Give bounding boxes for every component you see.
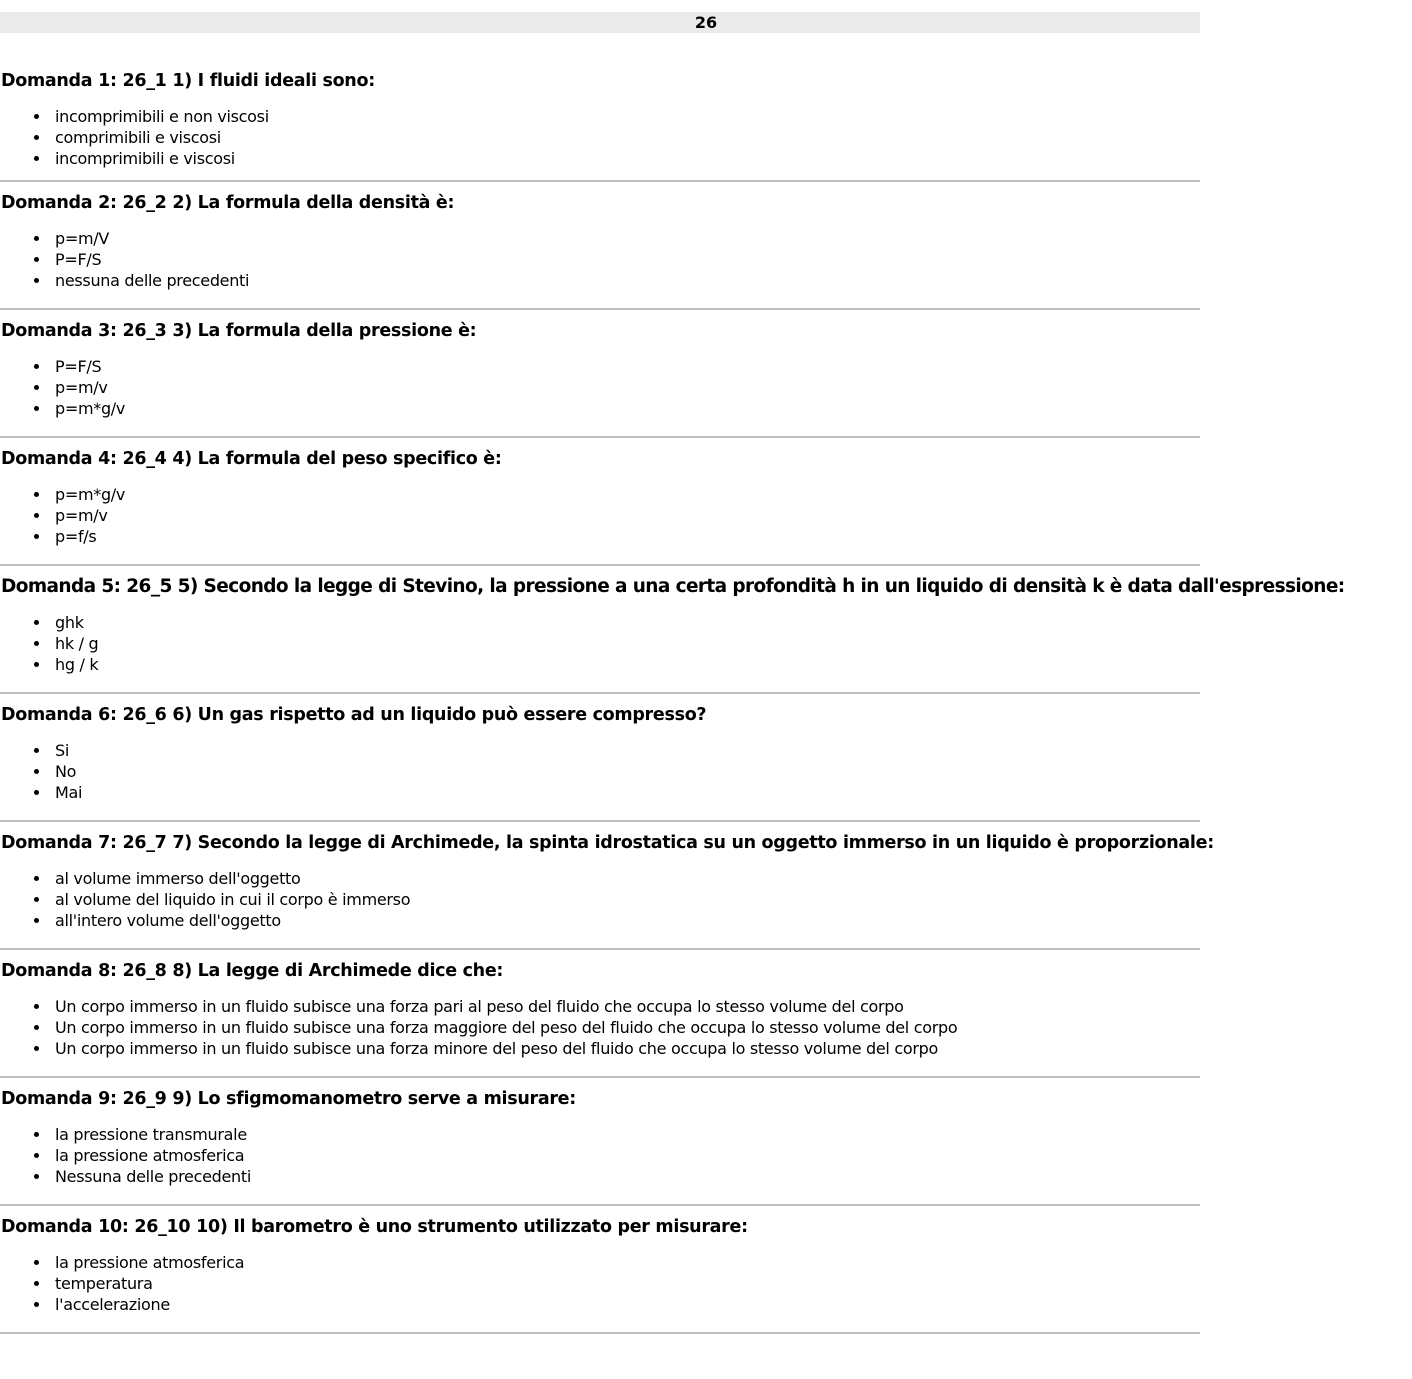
divider bbox=[0, 180, 1200, 182]
question-2 bbox=[0, 190, 1200, 318]
divider bbox=[0, 564, 1200, 566]
answer-option: la pressione atmosferica bbox=[0, 1145, 1200, 1166]
answer-option: al volume del liquido in cui il corpo è immerso bbox=[0, 889, 1200, 910]
question-title: Domanda 9: 26_9 9) Lo sfigmomanometro serve a misurare: bbox=[1, 1089, 576, 1109]
question-list bbox=[0, 68, 1345, 1342]
answer-option: incomprimibili e viscosi bbox=[0, 148, 1200, 169]
question-10 bbox=[0, 1214, 1200, 1342]
divider bbox=[0, 692, 1200, 694]
answer-list bbox=[0, 996, 1200, 1059]
question-title: Domanda 5: 26_5 5) Secondo la legge di Stevino, la pressione a una certa profondità h in un liquido di densità k è data dall'espressione: bbox=[1, 576, 1345, 597]
answer-option: nessuna delle precedenti bbox=[0, 270, 1200, 291]
answer-option: Un corpo immerso in un fluido subisce una forza pari al peso del fluido che occupa lo stesso volume del corpo bbox=[0, 996, 1200, 1017]
question-title: Domanda 2: 26_2 2) La formula della densità è: bbox=[1, 193, 455, 213]
divider bbox=[0, 1332, 1200, 1334]
answer-list bbox=[0, 228, 1200, 291]
answer-list bbox=[0, 484, 1200, 547]
question-5 bbox=[0, 574, 1345, 702]
answer-option: hg / k bbox=[0, 654, 1200, 675]
divider bbox=[0, 1204, 1200, 1206]
question-9 bbox=[0, 1086, 1200, 1214]
answer-option: P=F/S bbox=[0, 356, 1200, 377]
answer-option: Mai bbox=[0, 782, 1200, 803]
divider bbox=[0, 820, 1200, 822]
divider bbox=[0, 1076, 1200, 1078]
answer-option: l'accelerazione bbox=[0, 1294, 1200, 1315]
answer-option: p=f/s bbox=[0, 526, 1200, 547]
page-header bbox=[0, 12, 1200, 33]
question-title: Domanda 7: 26_7 7) Secondo la legge di Archimede, la spinta idrostatica su un oggetto immerso in un liquido è proporzionale: bbox=[1, 833, 1214, 853]
answer-option: Un corpo immerso in un fluido subisce una forza maggiore del peso del fluido che occupa lo stesso volume del corpo bbox=[0, 1017, 1200, 1038]
divider bbox=[0, 308, 1200, 310]
question-7 bbox=[0, 830, 1214, 958]
question-6 bbox=[0, 702, 1200, 830]
question-title: Domanda 6: 26_6 6) Un gas rispetto ad un liquido può essere compresso? bbox=[1, 705, 707, 725]
answer-list bbox=[0, 868, 1200, 931]
answer-option: all'intero volume dell'oggetto bbox=[0, 910, 1200, 931]
answer-list bbox=[0, 612, 1200, 675]
answer-option: Un corpo immerso in un fluido subisce una forza minore del peso del fluido che occupa lo stesso volume del corpo bbox=[0, 1038, 1200, 1059]
answer-option: la pressione atmosferica bbox=[0, 1252, 1200, 1273]
answer-option: ghk bbox=[0, 612, 1200, 633]
question-title: Domanda 3: 26_3 3) La formula della pressione è: bbox=[1, 321, 477, 341]
answer-option: p=m*g/v bbox=[0, 398, 1200, 419]
question-1 bbox=[0, 68, 1200, 190]
answer-option: P=F/S bbox=[0, 249, 1200, 270]
question-title: Domanda 10: 26_10 10) Il barometro è uno strumento utilizzato per misurare: bbox=[1, 1217, 748, 1237]
answer-list bbox=[0, 106, 1200, 169]
answer-option: p=m/v bbox=[0, 377, 1200, 398]
answer-option: hk / g bbox=[0, 633, 1200, 654]
answer-option: p=m*g/v bbox=[0, 484, 1200, 505]
answer-list bbox=[0, 740, 1200, 803]
answer-list bbox=[0, 1252, 1200, 1315]
question-4 bbox=[0, 446, 1200, 574]
answer-option: Si bbox=[0, 740, 1200, 761]
answer-option: temperatura bbox=[0, 1273, 1200, 1294]
answer-list bbox=[0, 1124, 1200, 1187]
question-3 bbox=[0, 318, 1200, 446]
divider bbox=[0, 948, 1200, 950]
divider bbox=[0, 436, 1200, 438]
answer-option: p=m/V bbox=[0, 228, 1200, 249]
question-title: Domanda 8: 26_8 8) La legge di Archimede dice che: bbox=[1, 961, 504, 981]
page-number: 26 bbox=[694, 13, 718, 32]
answer-option: al volume immerso dell'oggetto bbox=[0, 868, 1200, 889]
answer-option: p=m/v bbox=[0, 505, 1200, 526]
question-8 bbox=[0, 958, 1200, 1086]
answer-option: No bbox=[0, 761, 1200, 782]
question-title: Domanda 4: 26_4 4) La formula del peso specifico è: bbox=[1, 449, 502, 469]
answer-option: comprimibili e viscosi bbox=[0, 127, 1200, 148]
answer-option: la pressione transmurale bbox=[0, 1124, 1200, 1145]
answer-list bbox=[0, 356, 1200, 419]
question-title: Domanda 1: 26_1 1) I fluidi ideali sono: bbox=[1, 71, 375, 91]
answer-option: incomprimibili e non viscosi bbox=[0, 106, 1200, 127]
answer-option: Nessuna delle precedenti bbox=[0, 1166, 1200, 1187]
